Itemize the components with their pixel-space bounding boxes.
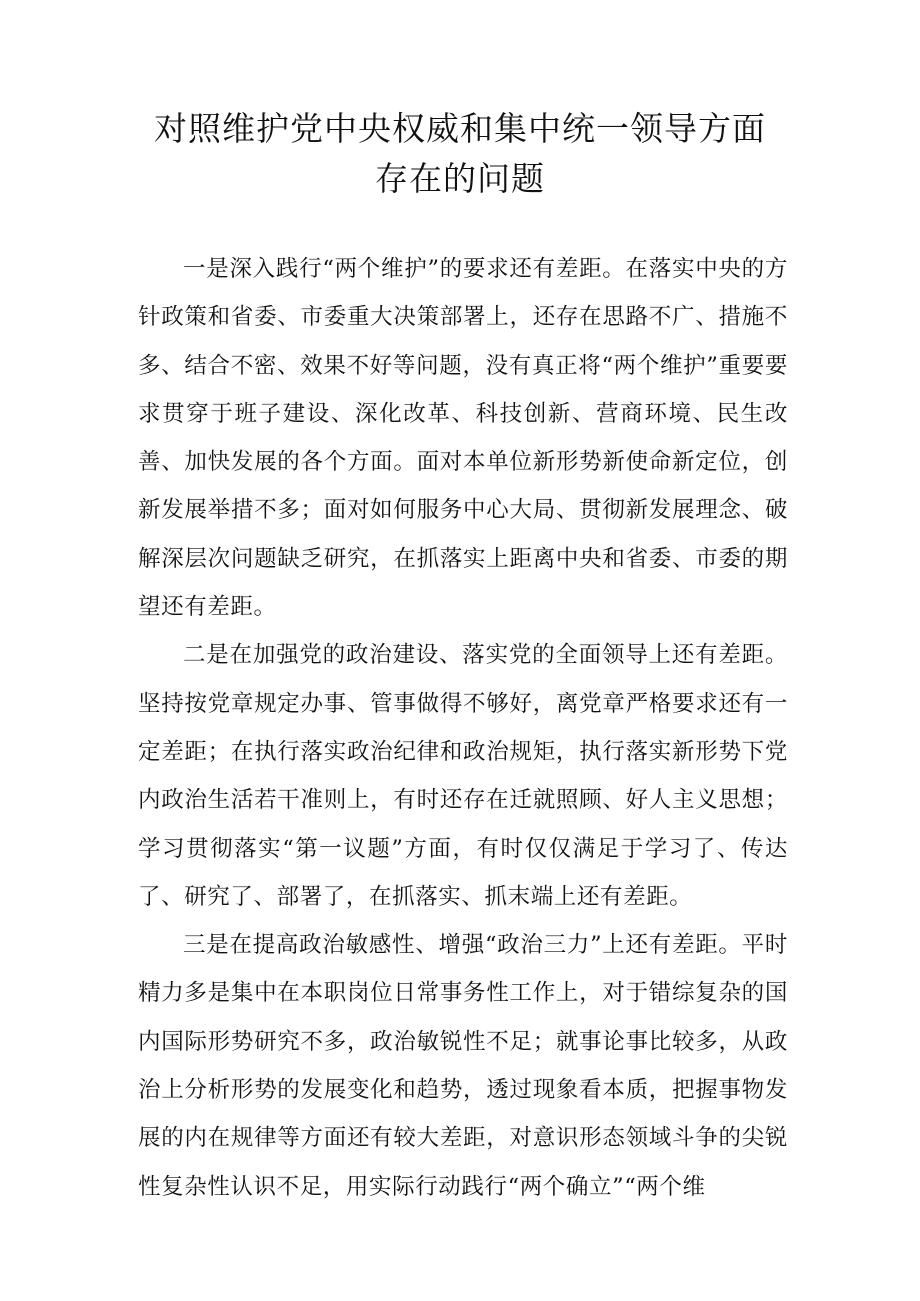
paragraph-3: 三是在提高政治敏感性、增强“政治三力”上还有差距。平时精力多是集中在本职岗位日常事务性工作上，对于错综复杂的国内国际形势研究不多，政治敏锐性不足；就事论事比较多，从政治上分析形势的发展变化和趋势，透过现象看本质，把握事物发展的内在规律等方面还有较大差距，对意识形态领域斗争的尖锐性复杂性认识不足，用实际行动践行“两个确立”“两个维 (138, 932, 788, 1200)
paragraph-2: 二是在加强党的政治建设、落实党的全面领导上还有差距。坚持按党章规定办事、管事做得不够好，离党章严格要求还有一定差距；在执行落实政治纪律和政治规矩，执行落实新形势下党内政治生活若干准则上，有时还存在迁就照顾、好人主义思想；学习贯彻落实“第一议题”方面，有时仅仅满足于学习了、传达了、研究了、部署了，在抓落实、抓末端上还有差距。 (138, 642, 788, 910)
document-title-line-2: 存在的问题 (375, 159, 545, 198)
paragraph-1: 一是深入践行“两个维护”的要求还有差距。在落实中央的方针政策和省委、市委重大决策部署上，还存在思路不广、措施不多、结合不密、效果不好等问题，没有真正将“两个维护”重要要求贯穿于班子建设、深化改革、科技创新、营商环境、民生改善、加快发展的各个方面。面对本单位新形势新使命新定位，创新发展举措不多；面对如何服务中心大局、贯彻新发展理念、破解深层次问题缺乏研究，在抓落实上距离中央和省委、市委的期望还有差距。 (138, 256, 788, 621)
document-title-line-1: 对照维护党中央权威和集中统一领导方面 (154, 109, 766, 148)
document-body (138, 245, 788, 1211)
